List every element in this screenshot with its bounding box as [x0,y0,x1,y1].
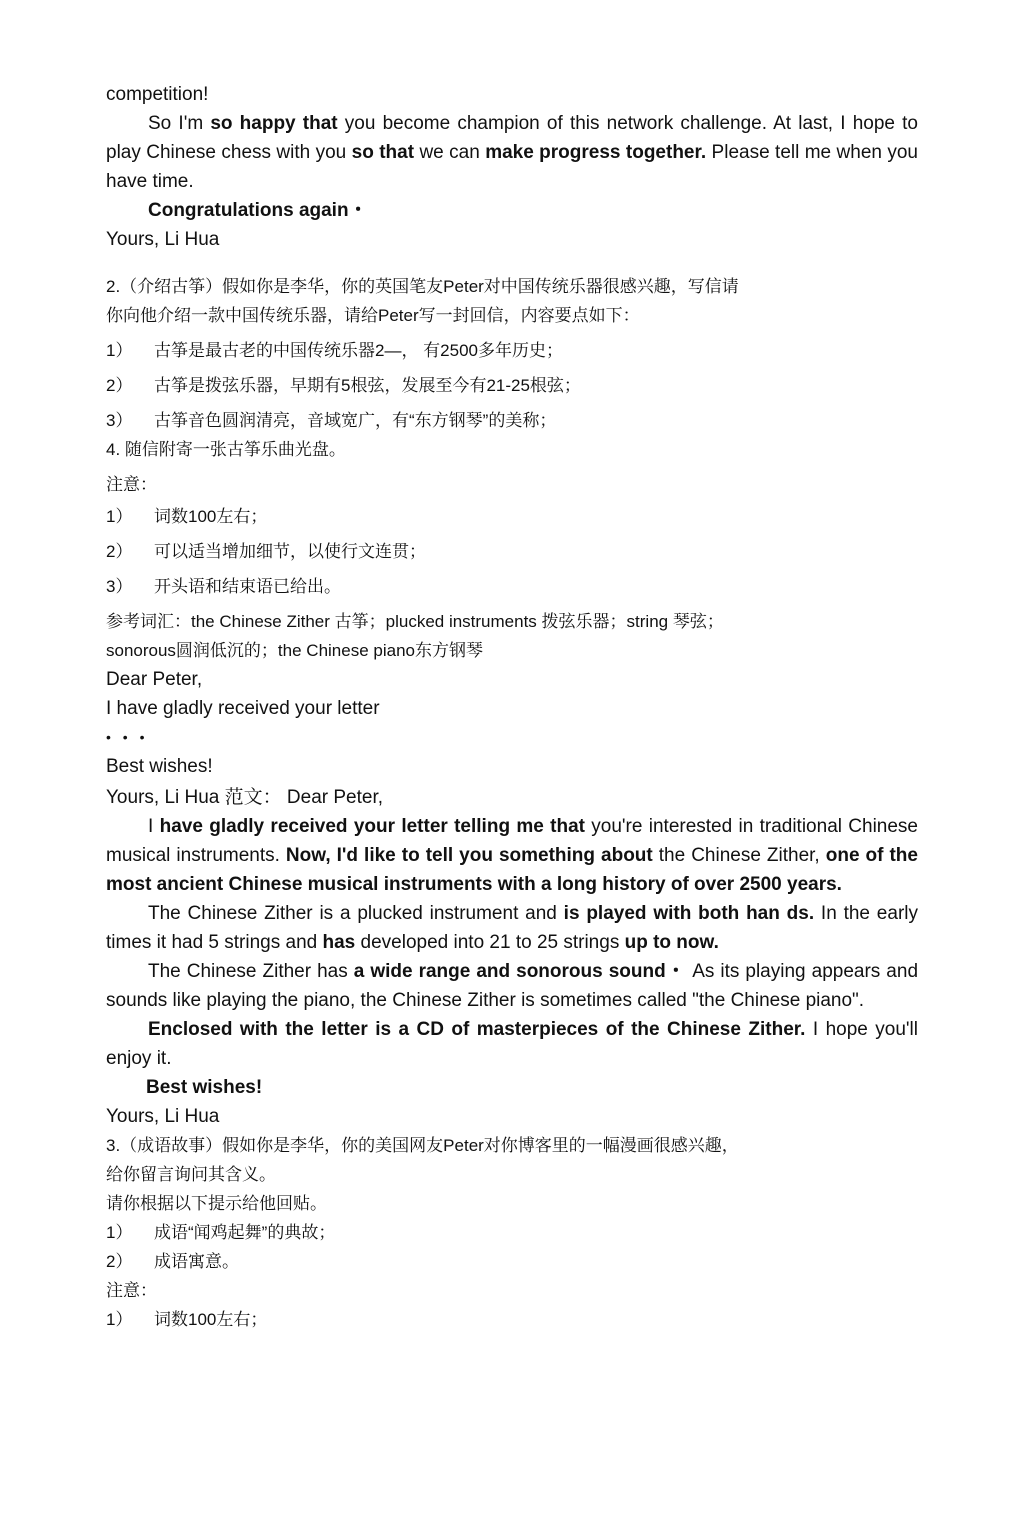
q2-point-2 [106,371,918,400]
template-opening: I have gladly received your letter [106,698,380,719]
list-text: 词数100左右； [154,1310,268,1329]
list-text: 开头语和结束语已给出。 [154,577,341,596]
prev-letter-closing: Congratulations again・ [148,200,368,221]
prev-letter-paragraph [106,109,918,196]
q3-title-line-1: 3.（成语故事）假如你是李华，你的美国网友Peter对你博客里的一幅漫画很感兴趣， [106,1136,739,1155]
list-number: 1） [106,341,133,360]
bold-phrase: up to now. [624,932,719,953]
list-text: 成语“闻鸡起舞”的典故； [154,1223,336,1242]
text-run: you're interested in traditional Chinese musical instruments. [106,816,919,866]
q2-title-line-1: 2.（介绍古筝）假如你是李华，你的英国笔友Peter对中国传统乐器很感兴趣，写信请 [106,277,739,296]
list-number: 2） [106,376,133,395]
q2-point-1 [106,336,918,365]
list-text: 古筝是拨弦乐器，早期有5根弦，发展至今有21-25根弦； [154,376,581,395]
text-run: the Chinese Zither, [652,845,826,866]
q2-point-3 [106,406,918,435]
list-number: 1） [106,1310,133,1329]
q2-note-3 [106,572,918,601]
q3-point-2 [106,1247,918,1276]
text-run: The Chinese Zither has [148,961,354,982]
bold-phrase: is played with both han ds. [563,903,815,924]
q3-title-line-3: 请你根据以下提示给他回贴。 [106,1194,327,1213]
list-text: 词数100左右； [154,507,268,526]
sample-paragraph-4 [106,1015,918,1073]
q3-point-1 [106,1218,918,1247]
bold-phrase: have gladly received your letter telling me that [159,816,585,837]
text-run: I hope you'll enjoy it. [106,1019,918,1069]
text-run: In the early times it had 5 strings and [106,903,918,953]
sample-paragraph-1 [106,812,918,899]
template-signature: Yours, Li Hua 范文： Dear Peter, [106,787,384,808]
bold-phrase: make progress together. [485,142,707,163]
q3-note-1 [106,1305,918,1334]
q2-title-line-2: 你向他介绍一款中国传统乐器，请给Peter写一封回信，内容要点如下： [106,306,640,325]
q3-title-line-2: 给你留言询问其含义。 [106,1165,276,1184]
q2-note-label: 注意： [106,475,157,494]
text-run: developed into 21 to 25 strings [355,932,625,953]
ellipsis-dots: • • • [106,729,149,745]
list-text: 可以适当增加细节，以使行文连贯； [154,542,426,561]
bold-phrase: Now, I'd like to tell you something about [285,845,653,866]
prev-letter-line: competition! [106,84,209,105]
sample-paragraph-2 [106,899,918,957]
text-run: we can [414,142,486,163]
text-run: I [148,816,160,837]
bold-phrase: has [322,932,356,953]
q2-vocab-line-1: 参考词汇：the Chinese Zither 古筝；plucked instruments 拨弦乐器；string 琴弦； [106,612,724,631]
list-number: 3） [106,577,133,596]
bold-phrase: so happy that [210,113,338,134]
list-number: 1） [106,507,133,526]
bold-phrase: so that [351,142,415,163]
list-number: 3） [106,411,133,430]
text-run: As its playing appears and sounds like playing the piano, the Chinese Zither is sometimes called "the Chinese piano". [106,961,919,1011]
sample-closing: Best wishes! [146,1077,263,1098]
text-run: So I'm [148,113,211,134]
template-greeting: Dear Peter, [106,669,203,690]
q2-note-2 [106,537,918,566]
list-text: 古筝音色圆润清亮，音域宽广，有“东方钢琴”的美称； [154,411,557,430]
list-number: 2） [106,542,133,561]
q2-note-1 [106,502,918,531]
sample-signature: Yours, Li Hua [106,1106,220,1127]
template-closing: Best wishes! [106,756,213,777]
list-number: 2） [106,1252,133,1271]
text-run: The Chinese Zither is a plucked instrument and [148,903,564,924]
document-page [106,80,918,1334]
text-run: Please tell me when you have time. [106,142,918,192]
q2-vocab-line-2: sonorous圆润低沉的；the Chinese piano东方钢琴 [106,641,483,660]
text-run: you become champion of this network challenge. At last, I hope to play Chinese chess with you [106,113,918,163]
sample-paragraph-3 [106,957,918,1015]
q2-point-4: 4. 随信附寄一张古筝乐曲光盘。 [106,440,346,459]
prev-letter-signature: Yours, Li Hua [106,229,220,250]
q3-note-label: 注意： [106,1281,157,1300]
bold-phrase: one of the most ancient Chinese musical instruments with a long history of over 2500 years. [106,845,918,895]
bold-phrase: Enclosed with the letter is a CD of masterpieces of the Chinese Zither. [148,1019,806,1040]
spacer [106,254,918,272]
list-text: 成语寓意。 [154,1252,239,1271]
list-text: 古筝是最古老的中国传统乐器2—， 有2500多年历史； [154,341,563,360]
bold-phrase: a wide range and sonorous sound・ [353,961,687,982]
list-number: 1） [106,1223,133,1242]
